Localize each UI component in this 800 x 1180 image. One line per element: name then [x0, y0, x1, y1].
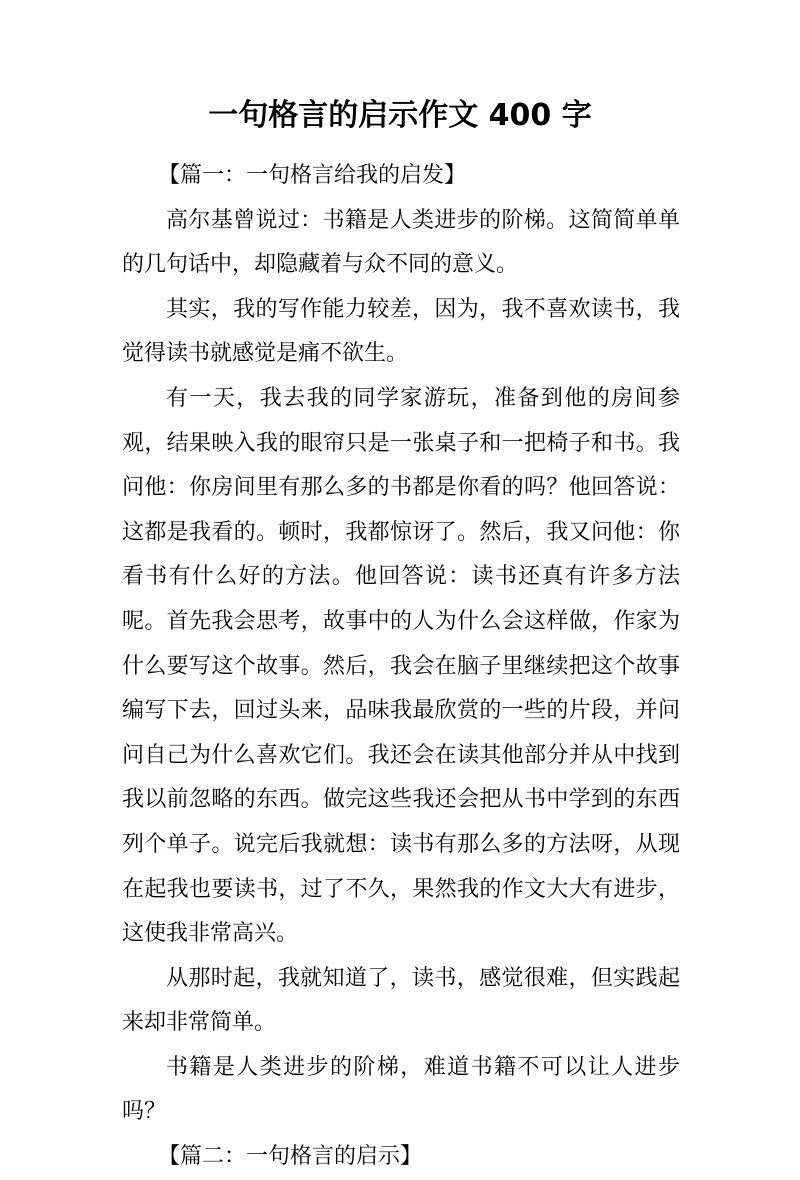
document-body [122, 154, 680, 1180]
paragraph: 其实，我的写作能力较差，因为，我不喜欢读书，我觉得读书就感觉是痛不欲生。 [122, 296, 680, 367]
paragraph: 高尔基曾说过：书籍是人类进步的阶梯。这简简单单的几句话中，却隐藏着与众不同的意义。 [122, 207, 680, 278]
paragraph: 从那时起，我就知道了，读书，感觉很难，但实践起来却非常简单。 [122, 965, 680, 1036]
paragraph: 有一天，我去我的同学家游玩，准备到他的房间参观，结果映入我的眼帘只是一张桌子和一把椅子和书。我问他：你房间里有那么多的书都是你看的吗？他回答说：这都是我看的。顿时，我都惊讶了。然后，我又问他：你看书有什么好的方法。他回答说：读书还真有许多方法呢。首先我会思考，故事中的人为什么会这样做，作家为什么要写这个故事。然后，我会在脑子里继续把这个故事编写下去，回过头来，品味我最欣赏的一些的片段，并问问自己为什么喜欢它们。我还会在读其他部分并从中找到我以前忽略的东西。做完这些我还会把从书中学到的东西列个单子。说完后我就想：读书有那么多的方法呀，从现在起我也要读书，过了不久，果然我的作文大大有进步，这使我非常高兴。 [122, 385, 680, 947]
document-title: 一句格言的启示作文 400 字 [208, 98, 592, 133]
section-heading-2: 【篇二：一句格言的启示】 [158, 1144, 423, 1170]
section-heading-1: 【篇一：一句格言给我的启发】 [158, 163, 467, 188]
paragraph: 书籍是人类进步的阶梯，难道书籍不可以让人进步吗？ [122, 1054, 680, 1125]
